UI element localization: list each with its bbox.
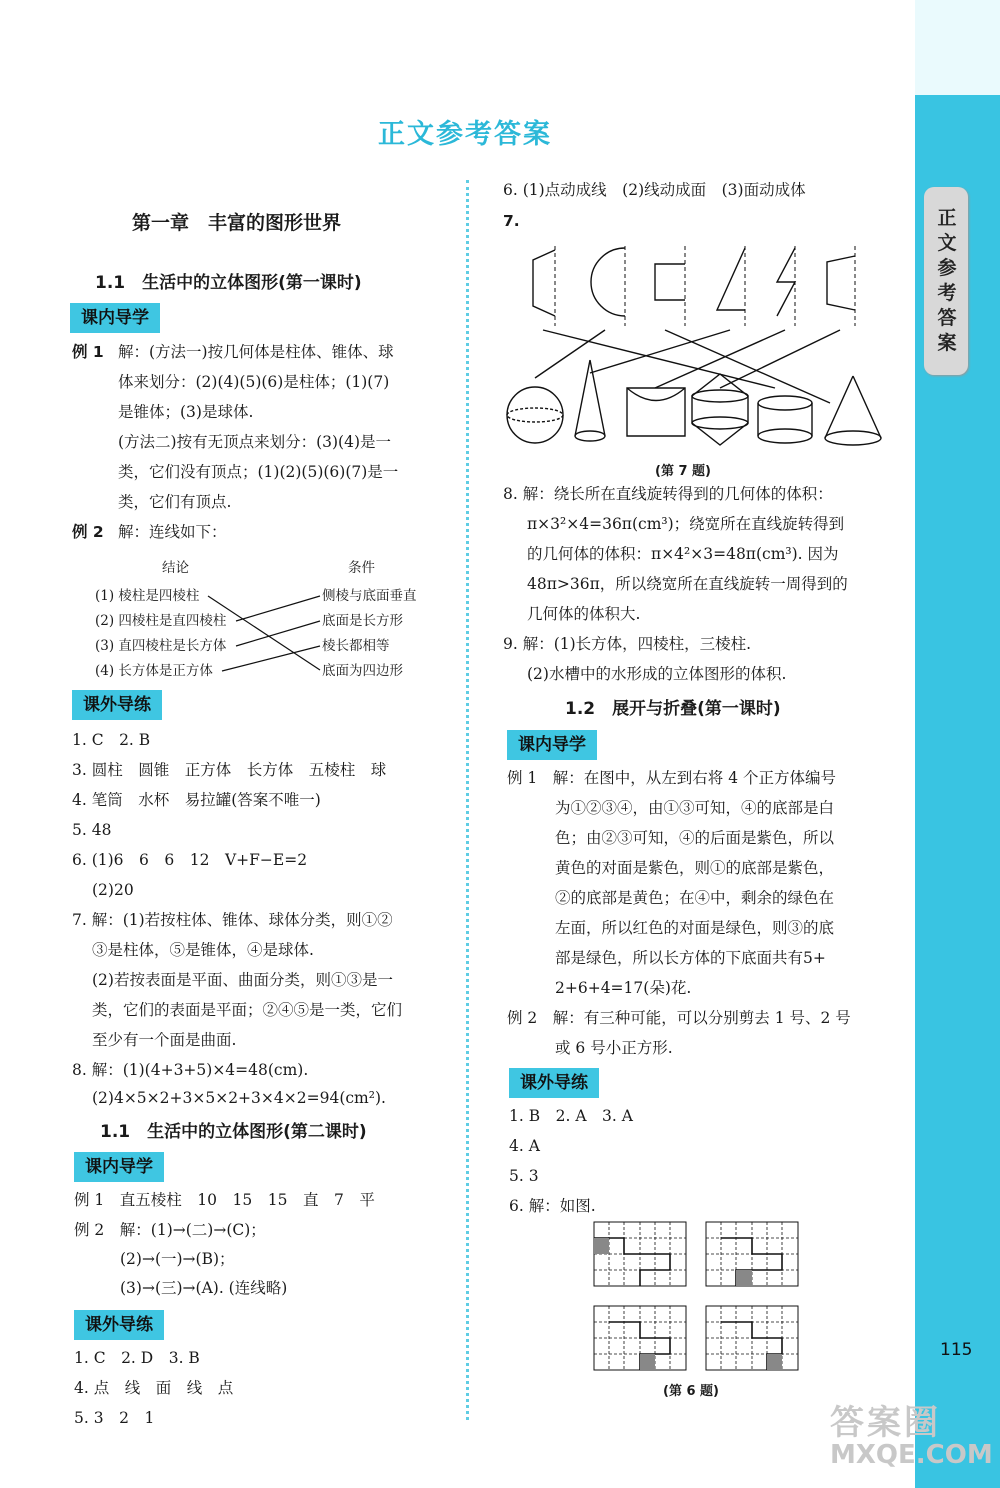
column-divider xyxy=(466,180,469,1420)
example-line: ②的底部是黄色；在④中，剩余的绿色在 xyxy=(555,889,835,907)
match-left-item: (3) 直四棱柱是长方体 xyxy=(95,638,227,654)
example-line: (3)→(三)→(A). (连线略) xyxy=(120,1279,288,1297)
connect-line xyxy=(590,330,730,373)
answer-line: 类，它们的表面是平面；②④⑤是一类，它们 xyxy=(92,1001,403,1019)
double-cone-ellipse xyxy=(692,417,748,429)
example-1-line: 体来划分：(2)(4)(5)(6)是柱体；(1)(7) xyxy=(118,373,390,391)
trapezoid-shape xyxy=(533,250,555,316)
watermark-url: MXQE.COM xyxy=(830,1440,993,1470)
page-number: 115 xyxy=(940,1340,973,1360)
answer-line: 1. B 2. A 3. A xyxy=(509,1107,633,1125)
answer-line: 5. 48 xyxy=(72,821,112,839)
example-1-line: 是锥体；(3)是球体. xyxy=(118,403,254,421)
cone-solid-2 xyxy=(825,376,881,438)
answer-line: 6. (1)6 6 6 12 V+F−E=2 xyxy=(72,851,308,869)
match-left-item: (4) 长方体是正方体 xyxy=(95,663,213,679)
example-line: 左面，所以红色的对面是绿色，则③的底 xyxy=(555,919,835,937)
shaded-cell xyxy=(640,1354,655,1370)
answer-line: 4. 点 线 面 线 点 xyxy=(74,1379,234,1397)
sphere-solid xyxy=(507,387,563,443)
q6-line: 6. (1)点动成线 (2)线动成面 (3)面动成体 xyxy=(503,181,806,199)
half-circle-shape xyxy=(591,248,625,316)
cut-cylinder-curve xyxy=(627,388,685,401)
answer-line: (2)20 xyxy=(92,881,134,899)
badge-after-class-3: 课外导练 xyxy=(509,1068,599,1098)
side-tab-label: 正文参考答案 xyxy=(937,207,957,354)
triangle-shape xyxy=(717,248,745,310)
connect-line xyxy=(720,330,840,388)
q8-line: 8. 解：绕长所在直线旋转得到的几何体的体积： xyxy=(503,485,833,503)
connect-line xyxy=(655,330,785,388)
section-title-3: 1.2 展开与折叠(第一课时) xyxy=(565,699,781,719)
answer-line: (2)若按表面是平面、曲面分类，则①③是一 xyxy=(92,971,393,989)
q8-line: 48π>36π，所以绕宽所在直线旋转一周得到的 xyxy=(527,575,848,593)
example-1-line: 类，它们有顶点. xyxy=(118,493,232,511)
answer-line: 5. 3 xyxy=(509,1167,539,1185)
example-line: 部是绿色，所以长方体的下底面共有5+ xyxy=(555,949,826,967)
cut-line xyxy=(609,1322,670,1370)
answer-line: 1. C 2. B xyxy=(72,731,151,749)
shaded-cell xyxy=(736,1270,752,1286)
q7-figure xyxy=(495,238,895,460)
q7-caption: (第 7 题) xyxy=(655,464,711,479)
watermark: 答案圈 xyxy=(830,1403,941,1443)
example-2-text: 解：连线如下： xyxy=(118,523,227,541)
cone-solid xyxy=(575,360,605,436)
badge-in-class-2: 课内导学 xyxy=(74,1152,164,1182)
example-1-line: 解：(方法一)按几何体是柱体、锥体、球 xyxy=(118,343,394,361)
example-2-label: 例 2 xyxy=(72,523,104,541)
match-right-item: 棱长都相等 xyxy=(322,638,390,654)
connect-line xyxy=(543,330,775,388)
example-line: 黄色的对面是紫色，则①的底部是紫色， xyxy=(555,859,835,877)
q8-line: 几何体的体积大. xyxy=(527,605,641,623)
answer-line: ③是柱体，⑤是锥体，④是球体. xyxy=(92,941,314,959)
double-cone-ellipse xyxy=(692,390,748,402)
match-line xyxy=(208,596,320,670)
answer-line: 至少有一个面是曲面. xyxy=(92,1031,237,1049)
match-right-item: 底面是长方形 xyxy=(322,613,403,629)
answer-line: 3. 圆柱 圆锥 正方体 长方体 五棱柱 球 xyxy=(72,761,387,779)
example-1-label: 例 1 xyxy=(72,343,104,361)
example-line: 色；由②③可知，④的后面是紫色，所以 xyxy=(555,829,835,847)
q6-grids xyxy=(590,1218,810,1374)
zigzag-shape xyxy=(777,248,795,316)
q7-label: 7. xyxy=(503,212,520,230)
badge-in-class-3: 课内导学 xyxy=(507,730,597,760)
side-strip-notch xyxy=(915,0,1000,95)
q9-line: 9. 解：(1)长方体，四棱柱，三棱柱. xyxy=(503,635,752,653)
example-line: 例 2 解：有三种可能，可以分别剪去 1 号、2 号 xyxy=(507,1009,851,1027)
q8-line: π×3²×4=36π(cm³)；绕宽所在直线旋转得到 xyxy=(527,515,845,533)
badge-after-class-1: 课外导练 xyxy=(72,690,162,720)
example-line: 2+6+4=17(朵)花. xyxy=(555,979,692,997)
trapezoid-shape-2 xyxy=(827,256,855,310)
example-line: (2)→(一)→(B)； xyxy=(120,1250,235,1268)
match-line xyxy=(222,646,320,671)
match-lines xyxy=(0,0,466,700)
rectangle-shape xyxy=(655,264,685,300)
cut-cylinder-solid xyxy=(627,388,685,436)
answer-line: 5. 3 2 1 xyxy=(74,1409,155,1427)
q8-line: 的几何体的体积：π×4²×3=48π(cm³). 因为 xyxy=(527,545,839,563)
cylinder-top xyxy=(758,396,812,410)
example-1-line: 类，它们没有顶点；(1)(2)(5)(6)(7)是一 xyxy=(118,463,399,481)
match-line xyxy=(236,596,320,621)
match-right-header: 条件 xyxy=(348,560,375,576)
section-title-1: 1.1 生活中的立体图形(第一课时) xyxy=(95,273,362,293)
cylinder-bottom xyxy=(758,429,812,443)
section-title-2: 1.1 生活中的立体图形(第二课时) xyxy=(100,1122,367,1142)
example-line: 例 1 解：在图中，从左到右将 4 个正方体编号 xyxy=(507,769,837,787)
shaded-cell xyxy=(767,1354,782,1370)
answer-line: 4. A xyxy=(509,1137,540,1155)
answer-line: 1. C 2. D 3. B xyxy=(74,1349,200,1367)
example-line: 例 2 解：(1)→(二)→(C)； xyxy=(74,1221,266,1239)
badge-in-class-1: 课内导学 xyxy=(70,303,160,333)
answer-line: 8. 解：(1)(4+3+5)×4=48(cm). xyxy=(72,1061,309,1079)
shaded-cell xyxy=(594,1238,609,1254)
chapter-title: 第一章 丰富的图形世界 xyxy=(132,212,342,234)
q9-line: (2)水槽中的水形成的立体图形的体积. xyxy=(527,665,787,683)
q6-caption: (第 6 题) xyxy=(663,1384,719,1399)
badge-after-class-2: 课外导练 xyxy=(74,1310,164,1340)
match-left-item: (2) 四棱柱是直四棱柱 xyxy=(95,613,227,629)
cone-base xyxy=(575,431,605,441)
example-line: 为①②③④，由①③可知，④的底部是白 xyxy=(555,799,835,817)
example-1-line: (方法二)按有无顶点来划分：(3)(4)是一 xyxy=(118,433,392,451)
match-right-item: 侧棱与底面垂直 xyxy=(322,588,417,604)
cone-base-2 xyxy=(825,431,881,445)
sphere-equator xyxy=(507,408,563,422)
double-cone-solid xyxy=(692,374,748,445)
match-left-header: 结论 xyxy=(162,560,189,576)
answer-line: 6. 解：如图. xyxy=(509,1197,596,1215)
page-title: 正文参考答案 xyxy=(378,119,552,150)
example-line: 或 6 号小正方形. xyxy=(555,1039,673,1057)
answer-line: 7. 解：(1)若按柱体、锥体、球体分类，则①② xyxy=(72,911,393,929)
match-right-item: 底面为四边形 xyxy=(322,663,403,679)
match-left-item: (1) 棱柱是四棱柱 xyxy=(95,588,200,604)
answer-line: 4. 笔筒 水杯 易拉罐(答案不唯一) xyxy=(72,791,321,809)
answer-line: (2)4×5×2+3×5×2+3×4×2=94(cm²). xyxy=(92,1089,386,1107)
example-line: 例 1 直五棱柱 10 15 15 直 7 平 xyxy=(74,1191,375,1209)
